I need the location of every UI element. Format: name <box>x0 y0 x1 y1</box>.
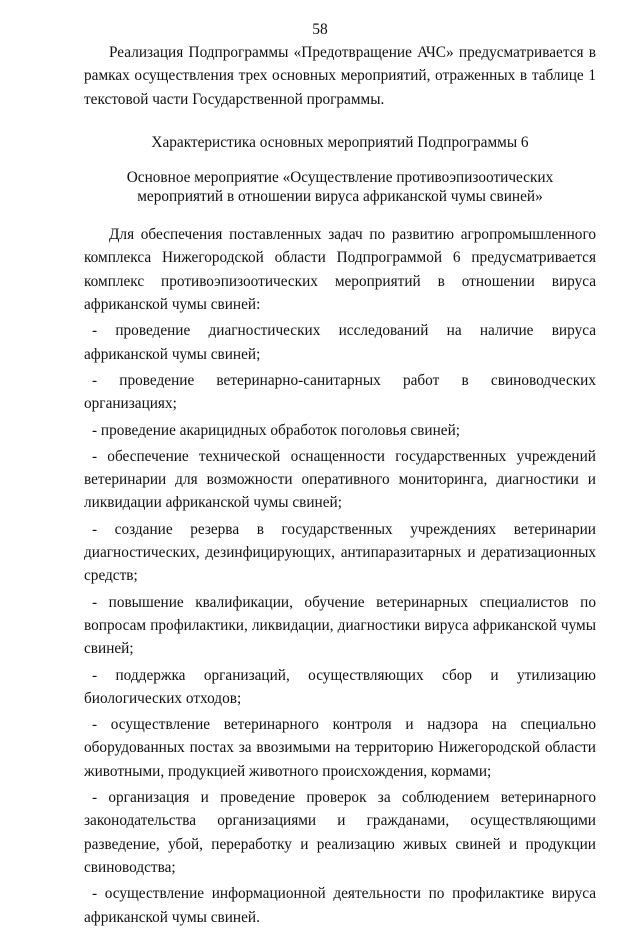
list-item: - поддержка организаций, осуществляющих сбор и утилизацию биологических отходов; <box>84 666 596 707</box>
subsection-title: Основное мероприятие «Осуществление противоэпизоотических мероприятий в отношении вируса африканской чумы свиней» <box>126 169 554 206</box>
list-item: - осуществление информационной деятельности по профилактике вируса африканской чумы свиней. <box>84 885 596 926</box>
measures-list <box>84 319 596 928</box>
list-item: - проведение акарицидных обработок поголовья свиней; <box>92 421 460 439</box>
body-paragraph: Для обеспечения поставленных задач по развитию агропромышленного комплекса Нижегородской области Подпрограммой 6 предусматривается комплекс противоэпизоотических мероприятий в отношении вируса африканской чумы свиней: <box>84 226 596 314</box>
section-title: Характеристика основных мероприятий Подпрограммы 6 <box>151 133 529 151</box>
list-item: - осуществление ветеринарного контроля и надзора на специально оборудованных постах за ввозимыми на территорию Нижегородской области животными, продукцией животного происхождения, кормами; <box>84 716 596 780</box>
list-item: - организация и проведение проверок за соблюдением ветеринарного законодательства организациями и гражданами, осуществляющими разведение, убой, переработку и реализацию живых свиней и продукции свиноводства; <box>84 789 596 876</box>
list-item: - обеспечение технической оснащенности государственных учреждений ветеринарии для возможности оперативного мониторинга, диагностики и ликвидации африканской чумы свиней; <box>84 447 596 512</box>
page-number: 58 <box>312 21 328 38</box>
page-content <box>84 41 596 929</box>
list-item: - проведение диагностических исследований на наличие вируса африканской чумы свиней; <box>84 322 596 363</box>
list-item: - повышение квалификации, обучение ветеринарных специалистов по вопросам профилактики, ликвидации, диагностики вируса африканской чумы свиней; <box>84 593 596 658</box>
intro-paragraph: Реализация Подпрограммы «Предотвращение АЧС» предусматривается в рамках осуществления трех основных мероприятий, отраженных в таблице 1 текстовой части Государственной программы. <box>84 44 596 108</box>
list-item: - создание резерва в государственных учреждениях ветеринарии диагностических, дезинфицирующих, антипаразитарных и дератизационных средств; <box>84 520 596 585</box>
list-item: - проведение ветеринарно-санитарных работ в свиноводческих организациях; <box>84 371 596 413</box>
